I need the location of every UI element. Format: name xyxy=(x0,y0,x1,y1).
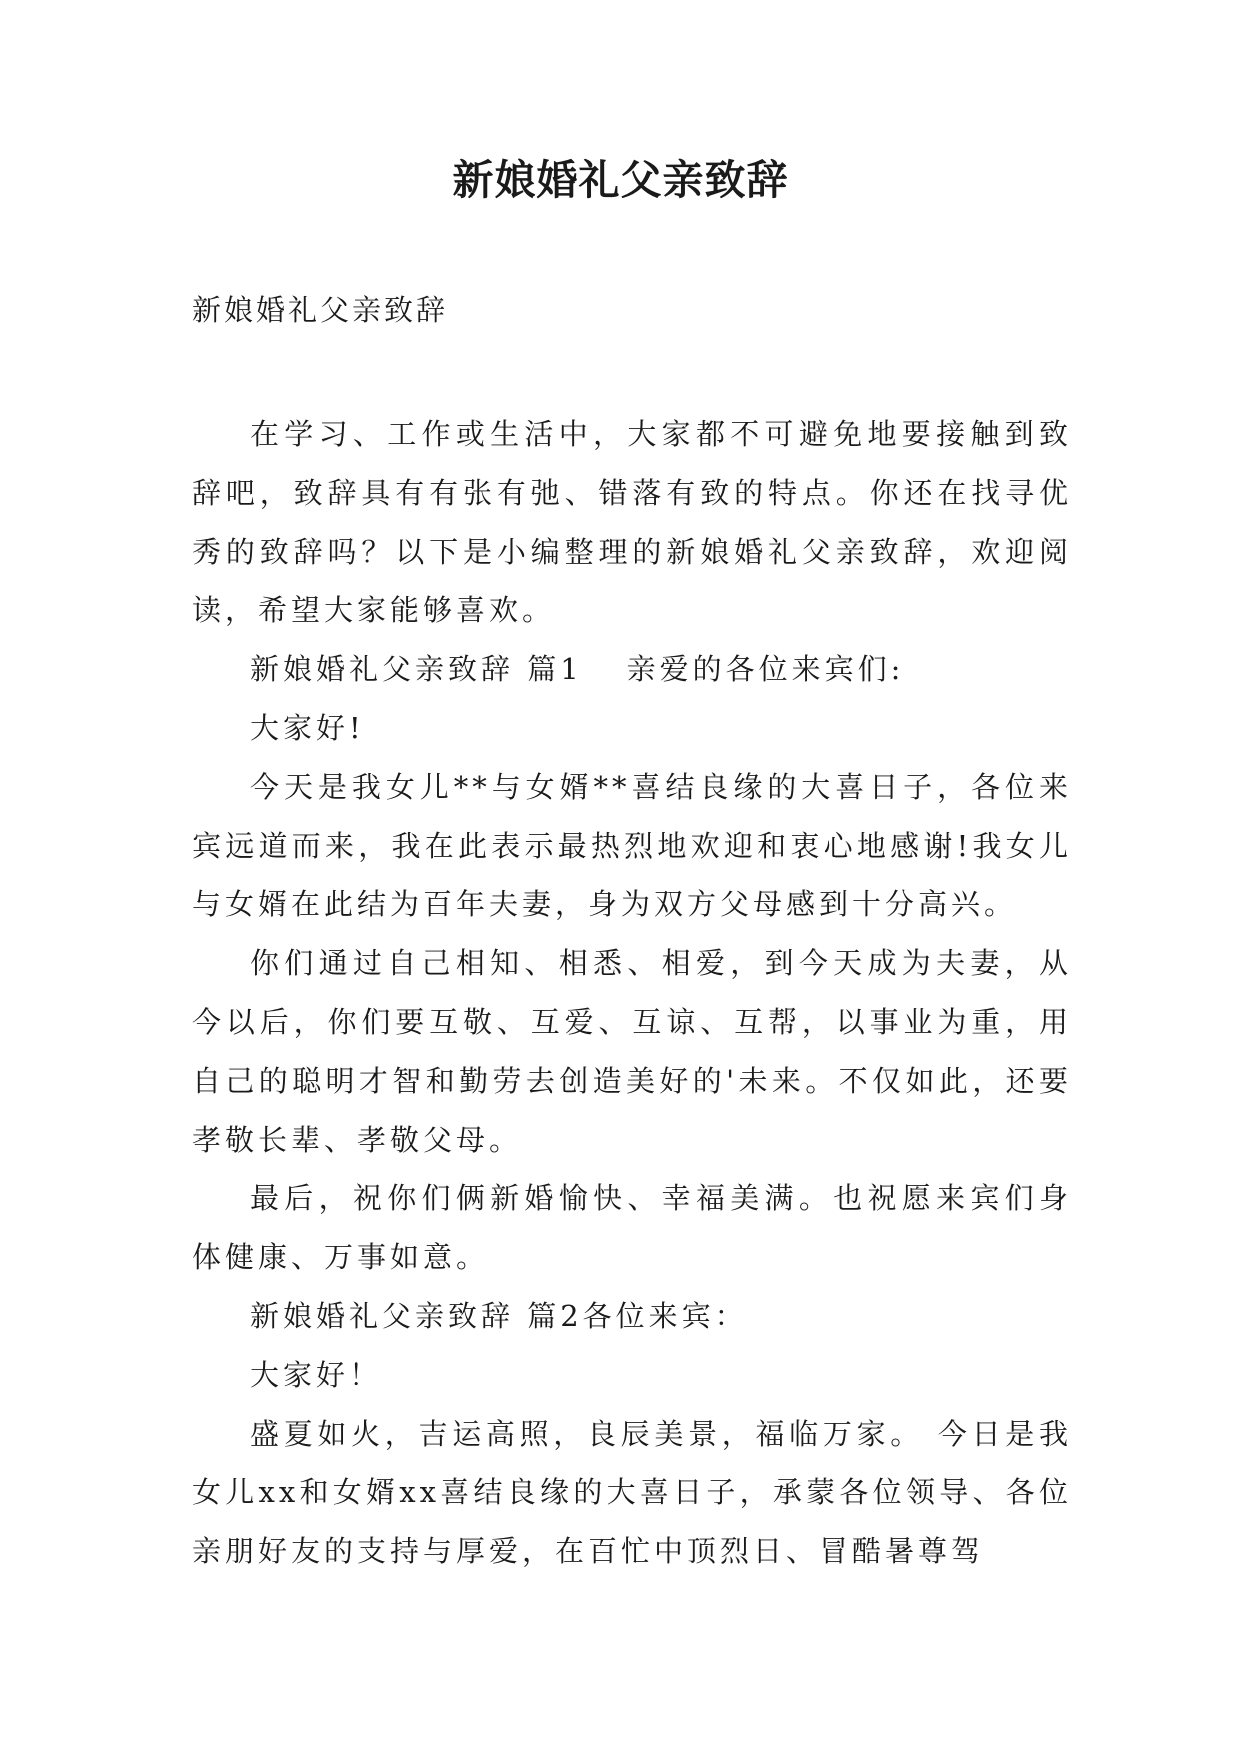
document-subtitle: 新娘婚礼父亲致辞 xyxy=(192,293,449,327)
section-1-paragraph: 最后，祝你们俩新婚愉快、幸福美满。也祝愿来宾们身体健康、万事如意。 xyxy=(192,1181,1072,1275)
section-2-greeting: 大家好！ xyxy=(250,1357,383,1392)
section-1-greeting: 大家好! xyxy=(250,710,365,745)
document-body xyxy=(192,405,1072,1581)
section-2-paragraph: 盛夏如火，吉运高照，良辰美景，福临万家。 今日是我女儿xx和女婿xx喜结良缘的大喜日子，承蒙各位领导、各位亲朋好友的支持与厚爱，在百忙中顶烈日、冒酷暑尊驾 xyxy=(192,1416,1072,1569)
section-1-salutation: 亲爱的各位来宾们: xyxy=(626,652,905,687)
section-1-paragraph: 今天是我女儿**与女婿**喜结良缘的大喜日子，各位来宾远道而来，我在此表示最热烈地欢迎和衷心地感谢!我女儿与女婿在此结为百年夫妻，身为双方父母感到十分高兴。 xyxy=(192,769,1072,922)
document-title: 新娘婚礼父亲致辞 xyxy=(452,156,789,204)
section-1-heading-line xyxy=(192,640,1072,699)
section-1-paragraph: 你们通过自己相知、相悉、相爱，到今天成为夫妻，从今以后，你们要互敬、互爱、互谅、互帮，以事业为重，用自己的聪明才智和勤劳去创造美好的'未来。不仅如此，还要孝敬长辈、孝敬父母。 xyxy=(192,946,1072,1157)
section-1-heading: 新娘婚礼父亲致辞 篇1 xyxy=(250,652,583,687)
intro-paragraph: 在学习、工作或生活中，大家都不可避免地要接触到致辞吧，致辞具有有张有弛、错落有致的特点。你还在找寻优秀的致辞吗？以下是小编整理的新娘婚礼父亲致辞，欢迎阅读，希望大家能够喜欢。 xyxy=(192,417,1072,628)
section-2-heading: 新娘婚礼父亲致辞 篇2各位来宾： xyxy=(250,1298,748,1333)
